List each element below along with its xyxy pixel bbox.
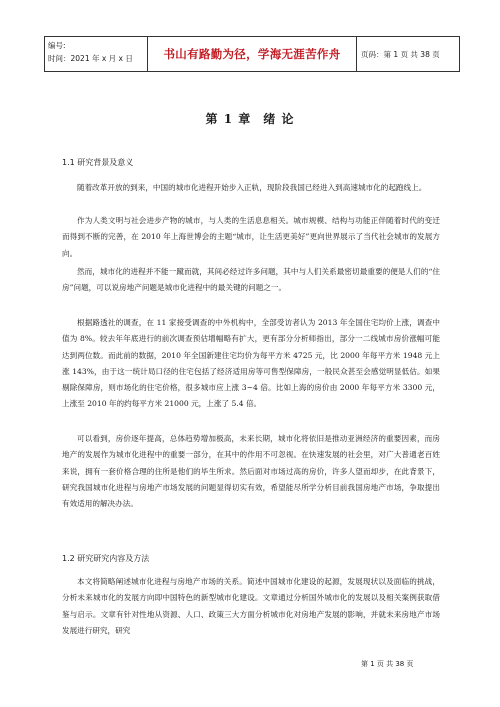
page-footer: 第 1 页 共 38 页 — [361, 660, 414, 668]
paragraph: 可以看到，房价逐年提高，总体趋势增加极高，未来长期，城市化将依旧是推动亚洲经济的重要因素，而房地产的发展作为城市化进程中的重要一部分，在其中的作用不可忽视。在快速发展的社会里，对广大普通老百姓来说，拥有一套价格合理的住所是他们的毕生所求。然后面对市场过高的房价，许多人望而却步，在此背景下，研究我国城市化进程与房地产市场发展的问题显得切实有效，希望能尽所学分析目前我国房地产市场，争取提出有效适用的解决办法。 — [62, 434, 440, 509]
header-meta — [45, 37, 148, 71]
chapter-title — [0, 110, 500, 127]
paragraph: 根据路透社的调查，在 11 家接受调查的中外机构中，全部受访者认为 2013 年全国住宅均价上涨，调查中值为 8%。较去年年底进行的前次调查预估增幅略有扩大，更有部分分析师指出，部分一二线城市房价涨幅可能达到两位数。而此前的数据，2010 年全国新建住宅均价为每平方米 4725 元，比 2000 年每平方米 1948 元上涨 143%，由于这一统计局口径的住宅包括了经济适用房等可售型保障房，一般民众甚至会感觉明显低估。如果剔除保障房，则市场化的住宅价格，很多城市应上涨 3~4 倍。比如上海的房价由 2000 年每平方米 3300 元，上涨至 2010 年的约每平方米 21000 元，上涨了 5.4 倍。 — [62, 318, 440, 409]
header-time-label: 时间：2021 年 x 月 x 日 — [48, 54, 133, 63]
paragraph: 随着改革开放的到来，中国的城市化进程开始步入正轨，现阶段我国已经进入到高速城市化的起跑线上。 — [77, 183, 427, 192]
header-motto: 书山有路勤为径，学海无涯苦作舟 — [148, 37, 357, 71]
section-heading-1-2: 1.2 研究研究内容及方法 — [62, 554, 150, 563]
chapter-name: 绪 论 — [263, 112, 295, 126]
header-number-label: 编号: — [48, 41, 66, 50]
paragraph: 然而，城市化的进程并不能一蹴而就，其间必经过许多问题，其中与人们关系最密切最重要的便是人们的“住房”问题，可以说房地产问题是城市化进程中的最关键的问题之一。 — [62, 267, 440, 293]
section-heading-1-1: 1.1 研究背景及意义 — [62, 158, 134, 167]
page-header — [44, 36, 460, 72]
paragraph: 作为人类文明与社会进步产物的城市，与人类的生活息息相关。城市规模、结构与功能正伴随着时代的变迁而得到不断的完善，在 2010 年上海世博会的主题“城市，让生活更美好”更向世界展示了当代社会城市的发展方向。 — [62, 216, 440, 258]
chapter-number: 第 1 章 — [205, 112, 252, 126]
header-page-info: 页码：第 1 页 共 38 页 — [361, 49, 440, 59]
paragraph: 本文将简略阐述城市化进程与房地产市场的关系。简述中国城市化建设的起源，发展现状以及面临的挑战，分析未来城市化的发展方向即中国特色的新型城市化建设。文章通过分析国外城市化的发展以及相关案例获取借鉴与启示。文章有针对性地从资源、人口、政策三大方面分析城市化对房地产发展的影响，并就未来房地产市场发展进行研究，研究 — [62, 577, 440, 635]
